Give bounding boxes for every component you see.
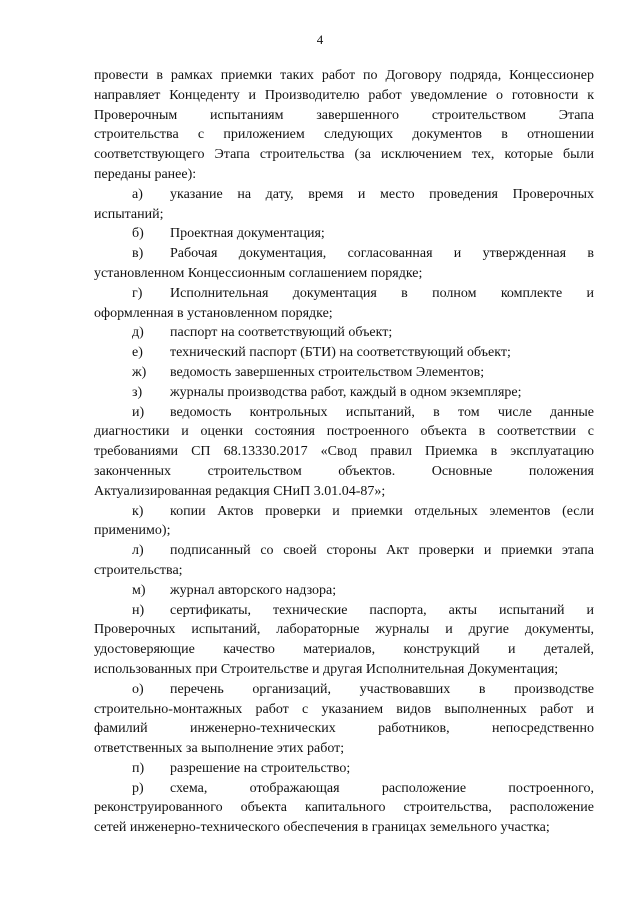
list-marker: л) — [132, 543, 144, 559]
list-marker: з) — [132, 384, 143, 400]
list-marker: в) — [132, 246, 144, 262]
list-item-text: использованных при Строительстве и другая Исполнительная Документация; — [94, 661, 559, 677]
list-item-text: сертификаты, технические паспорта, акты испытаний и — [170, 602, 594, 618]
list-marker: п) — [132, 760, 145, 776]
list-item-text: сетей инженерно-технического обеспечения в границах земельного участка; — [94, 820, 550, 836]
intro-line: соответствующего Этапа строительства (за исключением тех, которые были — [94, 147, 594, 163]
list-item — [94, 185, 594, 225]
list-item-text: ведомость завершенных строительством Элементов; — [170, 364, 485, 380]
list-marker: м) — [132, 582, 146, 598]
list-item-text: применимо); — [94, 523, 171, 539]
list-item — [94, 403, 594, 502]
list-item-text: перечень организаций, участвовавших в производстве — [170, 681, 594, 697]
list-item-text: журналы производства работ, каждый в одном экземпляре; — [170, 384, 522, 400]
list-item-text: схема, отображающая расположение построенного, — [170, 780, 594, 796]
intro-line: строительства с приложением следующих документов в отношении — [94, 127, 594, 143]
list-item-text: паспорт на соответствующий объект; — [170, 325, 393, 341]
list-item — [94, 323, 594, 343]
list-item — [94, 244, 594, 284]
list-item-text: технический паспорт (БТИ) на соответствующий объект; — [170, 345, 511, 361]
page-number: 4 — [316, 32, 324, 47]
intro-line: провести в рамках приемки таких работ по Договору подряда, Концессионер — [94, 68, 594, 83]
intro-paragraph — [94, 66, 594, 185]
list-item — [94, 779, 594, 838]
list-item — [94, 502, 594, 542]
intro-line: Проверочным испытаниям завершенного строительством Этапа — [94, 107, 594, 123]
list-item — [94, 601, 594, 680]
list-item-text: реконструированного объекта капитального строительства, расположение — [94, 800, 594, 816]
list-marker: д) — [132, 325, 144, 341]
list-item — [94, 581, 594, 601]
list-item-text: подписанный со своей стороны Акт проверки и приемки этапа — [170, 543, 594, 559]
list-item-text: требованиями СП 68.13330.2017 «Свод правил Приемка в эксплуатацию — [94, 444, 594, 460]
list-item-text: оформленная в установленном порядке; — [94, 305, 333, 321]
list-item-text: разрешение на строительство; — [170, 760, 351, 776]
list-marker: а) — [132, 186, 143, 202]
list-item-text: Проектная документация; — [170, 226, 325, 242]
list-item — [94, 363, 594, 383]
intro-line: переданы ранее): — [94, 166, 197, 182]
list-item — [94, 224, 594, 244]
list-item — [94, 541, 594, 581]
list-marker: б) — [132, 226, 144, 242]
list-item-text: указание на дату, время и место проведения Проверочных — [170, 186, 594, 202]
list-item-text: ответственных за выполнение этих работ; — [94, 741, 345, 757]
list-item-text: Рабочая документация, согласованная и утвержденная в — [170, 246, 594, 262]
document-body — [94, 66, 594, 838]
list-item-text: установленном Концессионным соглашением порядке; — [94, 265, 423, 281]
list-item-text: ведомость контрольных испытаний, в том числе данные — [170, 404, 594, 420]
list-item — [94, 284, 594, 324]
list-item-text: диагностики и оценки состояния построенного объекта в соответствии с — [94, 424, 594, 440]
list-item-text: Проверочных испытаний, лабораторные журналы и другие документы, — [94, 622, 594, 638]
list-marker: о) — [132, 681, 144, 697]
list-item-text: Актуализированная редакция СНиП 3.01.04-87»; — [94, 483, 386, 499]
list-item-text: фамилий инженерно-технических работников, непосредственно — [94, 721, 594, 737]
list-item — [94, 383, 594, 403]
list-item-text: строительства; — [94, 562, 183, 578]
list-marker: к) — [132, 503, 144, 519]
list-marker: г) — [132, 285, 143, 301]
list-item — [94, 343, 594, 363]
list-item-text: удостоверяющие качество материалов, конструкций и деталей, — [94, 642, 594, 658]
list-item-text: испытаний; — [94, 206, 164, 222]
list-marker: н) — [132, 602, 145, 618]
list-marker: ж) — [132, 364, 147, 380]
list-marker: и) — [132, 404, 145, 420]
list-marker: р) — [132, 780, 144, 796]
list-marker: е) — [132, 345, 143, 361]
list-item-text: журнал авторского надзора; — [170, 582, 337, 598]
list-item — [94, 680, 594, 759]
list-item-text: копии Актов проверки и приемки отдельных элементов (если — [170, 503, 594, 519]
list-item — [94, 759, 594, 779]
list-item-text: строительно-монтажных работ с указанием видов выполненных работ и — [94, 701, 594, 717]
list-item-text: Исполнительная документация в полном комплекте и — [170, 285, 594, 301]
intro-line: направляет Концеденту и Производителю работ уведомление о готовности к — [94, 87, 594, 103]
list-item-text: законченных строительством объектов. Основные положения — [94, 463, 594, 479]
